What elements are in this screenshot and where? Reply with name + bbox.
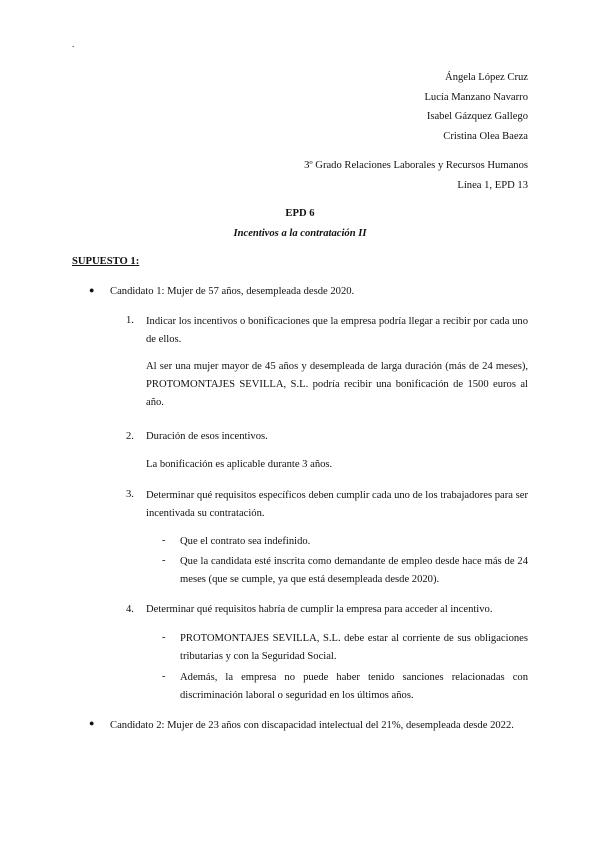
course-degree: 3º Grado Relaciones Laborales y Recursos Humanos [304,160,528,171]
document-page: . Ángela López Cruz Lucía Manzano Navarro Isabel Gázquez Gallego Cristina Olea Baeza 3º Grado Relaciones Laborales y Recursos Humanos Línea 1, EPD 13 EPD 6 Incentivos a la contratación II SUPUESTO 1: ● Candidato 1: Mujer de 57 años, desempleada desde 2020. 1. Indicar los incentivos o bonificaciones que la empresa podría llegar a recibir por cada uno de ellos. Al ser una mujer mayor de 45 años y desempleada de larga duración (más de 24 meses), PROTOMONTAJES SEVILLA, S.L. podría recibir una bonificación de 1500 euros al año. 2. Duración de esos incentivos. La bonificación es aplicable durante 3 años. 3. Determinar qué requisitos específicos deben cumplir cada uno de los trabajadores para ser incentivada su contratación. - Que el contrato sea indefinido. - Que la candidata esté inscrita como demandante de empleo desde hace más de 24 meses (que se cumple, ya que está desempleada desde 2020). 4. Determinar qué requisitos habría de cumplir la empresa para acceder al incentivo. - PROTOMONTAJES SEVILLA, S.L. debe estar al corriente de sus obligaciones tributarias y con la Seguridad Social. - Además, la empresa no puede haber tenido sanciones relacionadas con discriminación laboral o seguridad en los últimos años. ● Candidato 2: Mujer de 23 años con discapacidad intelectual del 21%, desempleada desde 2022. [0,0,600,848]
item-number: 4. [126,604,134,615]
requirement-text: Que el contrato sea indefinido. [180,536,311,547]
answer-text: La bonificación es aplicable durante 3 años. [146,459,333,470]
candidate-1-text: Candidato 1: Mujer de 57 años, desempleada desde 2020. [110,286,355,297]
item-number: 3. [126,489,134,500]
item-number: 1. [126,315,134,326]
author-name: Isabel Gázquez Gallego [426,111,528,122]
requirement-text: PROTOMONTAJES SEVILLA, S.L. debe estar al corriente de sus obligaciones tributarias y con la Seguridad Social. [180,633,528,663]
author-name: Ángela López Cruz [445,72,528,83]
document-title: EPD 6 [285,208,315,219]
header-mark: . [72,39,75,49]
section-colon: : [135,256,140,267]
item-number: 2. [126,431,134,442]
section-label: SUPUESTO 1 [72,256,136,267]
course-group: Línea 1, EPD 13 [457,179,528,191]
requirement-text: Que la candidata esté inscrita como demandante de empleo desde hace más de 24 meses (que se cumple, ya que está desempleada desde 2020). [180,556,528,586]
author-list [424,70,528,148]
question-text: Indicar los incentivos o bonificaciones que la empresa podría llegar a recibir por cada uno de ellos. [146,316,528,346]
document-subtitle: Incentivos a la contratación II [233,228,367,239]
requirement-text: Además, la empresa no puede haber tenido sanciones relacionadas con discriminación laboral o seguridad en los últimos años. [180,672,528,702]
question-text: Determinar qué requisitos específicos deben cumplir cada uno de los trabajadores para ser incentivada su contratación. [146,490,528,520]
bullet-icon: ● [89,285,95,295]
candidate-2-text: Candidato 2: Mujer de 23 años con discapacidad intelectual del 21%, desempleada desde 2022. [110,720,514,731]
question-text: Duración de esos incentivos. [146,431,268,442]
author-name: Lucía Manzano Navarro [424,91,528,103]
section-heading [72,254,139,270]
bullet-icon: ● [89,718,95,728]
question-text: Determinar qué requisitos habría de cumplir la empresa para acceder al incentivo. [146,604,493,615]
course-info [304,158,528,197]
answer-text: Al ser una mujer mayor de 45 años y desempleada de larga duración (más de 24 meses), PROTOMONTAJES SEVILLA, S.L. podría recibir una bonificación de 1500 euros al año. [146,361,528,409]
author-name: Cristina Olea Baeza [443,130,528,142]
